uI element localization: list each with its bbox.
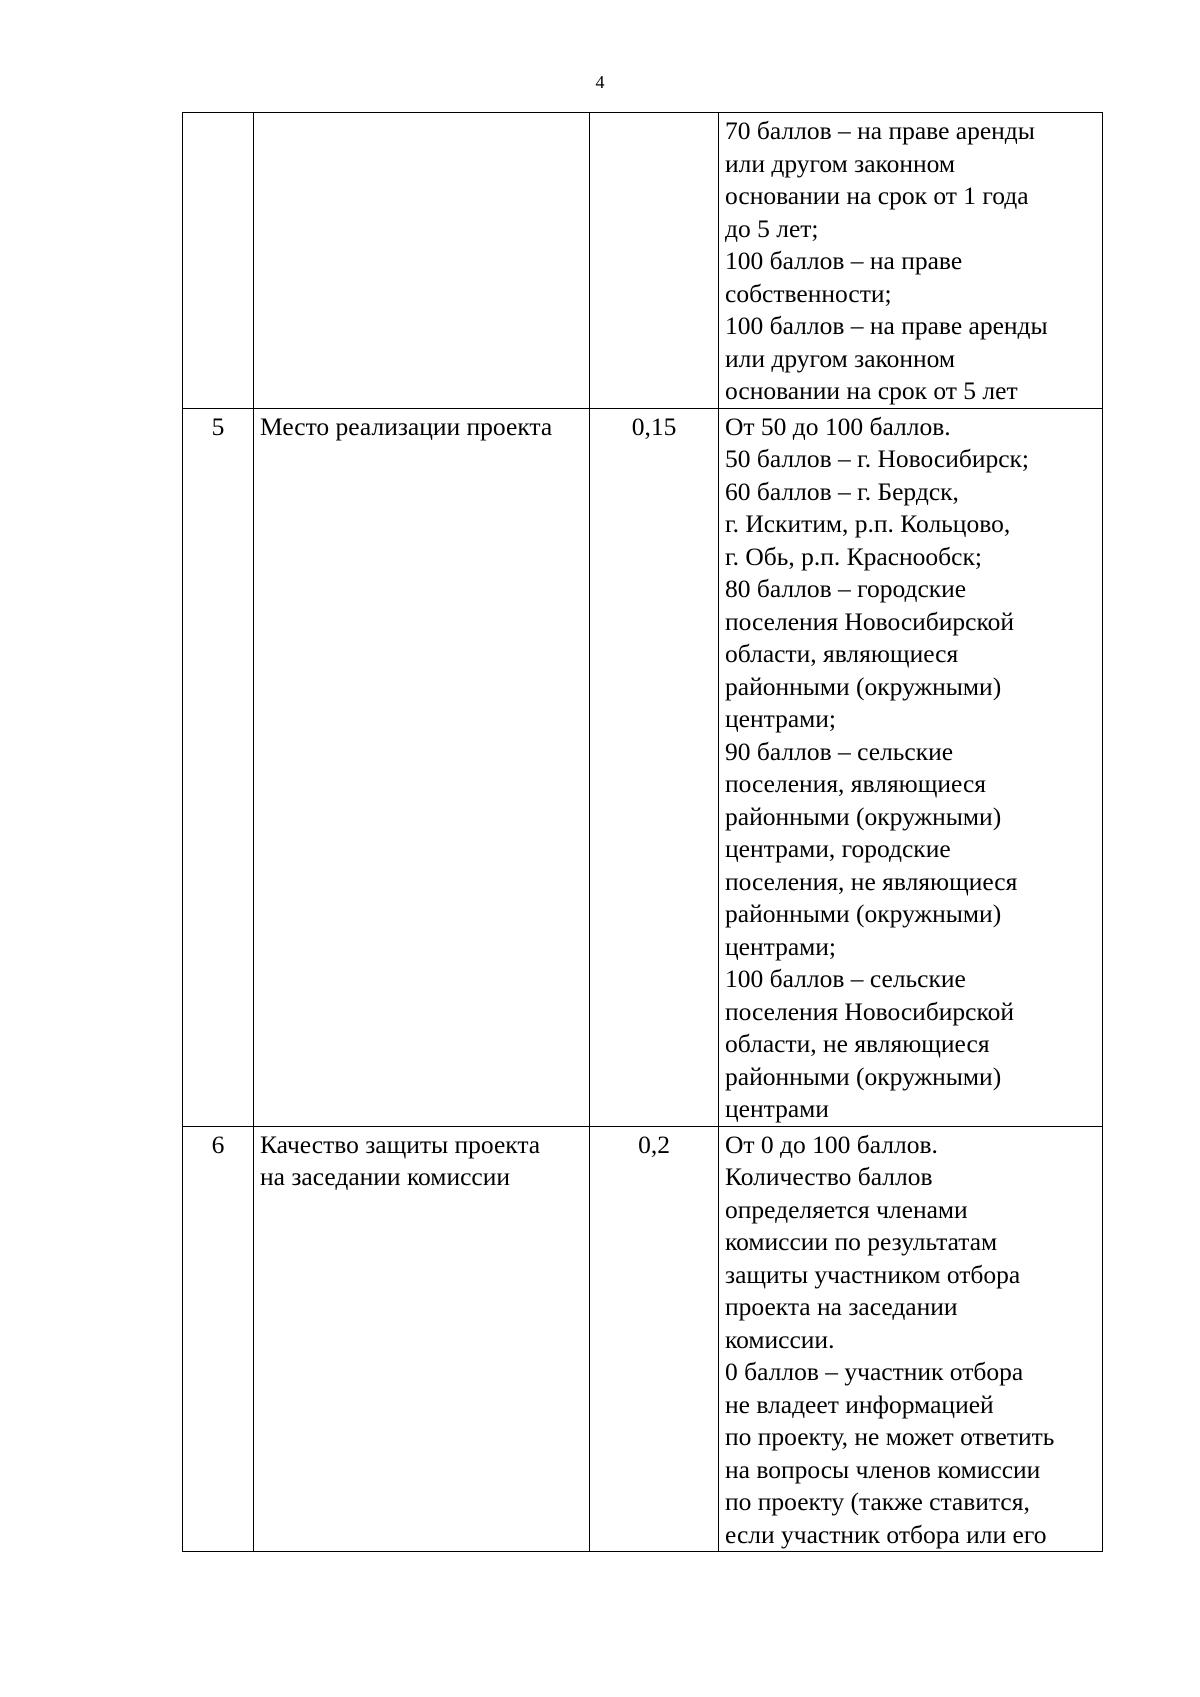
scoring-description-line: г. Искитим, р.п. Кольцово, xyxy=(725,509,1011,538)
scoring-description-cell xyxy=(719,408,1103,1126)
scoring-description-line: районными (окружными) xyxy=(725,801,1002,831)
scoring-description-line: поселения, не являющиеся xyxy=(725,866,1018,896)
criterion-name-cell xyxy=(254,1126,590,1552)
scoring-description-line: г. Обь, р.п. Краснообск; xyxy=(725,541,982,571)
criterion-name-line: на заседании комиссии xyxy=(260,1162,511,1191)
scoring-description-line: проекта на заседании xyxy=(725,1292,958,1321)
scoring-description-line: районными (окружными) xyxy=(725,1061,1002,1091)
scoring-description-line: центрами; xyxy=(725,704,837,733)
scoring-description-line: по проекту, не может ответить xyxy=(725,1422,1055,1451)
scoring-description-line: основании на срок от 5 лет xyxy=(725,376,1018,405)
scoring-description-line: центрами; xyxy=(725,931,837,961)
scoring-description-line: 0 баллов – участник отбора xyxy=(725,1357,1024,1386)
scoring-description-line: 70 баллов – на праве аренды xyxy=(725,116,1035,145)
weight-cell xyxy=(590,113,719,409)
scoring-description-line: комиссии по результатам xyxy=(725,1227,998,1256)
scoring-description-line: 100 баллов – на праве xyxy=(725,246,963,275)
scoring-description-line: 50 баллов – г. Новосибирск; xyxy=(725,444,1030,473)
criterion-name-cell xyxy=(254,408,590,1126)
scoring-description-line: на вопросы членов комиссии xyxy=(725,1454,1041,1484)
scoring-description-line: не владеет информацией xyxy=(725,1389,994,1419)
scoring-description-line: районными (окружными) xyxy=(725,899,1002,928)
scoring-description-line: 100 баллов – на праве аренды xyxy=(725,311,1048,340)
criteria-table-body xyxy=(183,113,1103,1552)
weight-cell: 0,2 xyxy=(590,1126,719,1552)
scoring-description-line: 60 баллов – г. Бердск, xyxy=(725,476,959,506)
criterion-name-line: Место реализации проекта xyxy=(260,411,553,441)
scoring-description-line: области, являющиеся xyxy=(725,639,959,668)
scoring-description-line: до 5 лет; xyxy=(725,213,819,243)
row-number-cell: 5 xyxy=(183,408,254,1126)
scoring-description-line: защиты участником отбора xyxy=(725,1259,1021,1289)
scoring-description-line: От 50 до 100 баллов. xyxy=(725,411,951,441)
scoring-description-line: 90 баллов – сельские xyxy=(725,736,954,766)
row-number-cell xyxy=(183,113,254,409)
table-row xyxy=(183,1126,1103,1552)
scoring-description-cell xyxy=(719,113,1103,409)
scoring-description-line: если участник отбора или его xyxy=(725,1519,1047,1549)
scoring-description-line: поселения Новосибирской xyxy=(725,996,1014,1026)
scoring-description-line: Количество баллов xyxy=(725,1162,933,1191)
criterion-name-line: Качество защиты проекта xyxy=(260,1129,541,1159)
scoring-description-line: поселения, являющиеся xyxy=(725,769,987,798)
scoring-description-line: поселения Новосибирской xyxy=(725,606,1014,636)
weight-cell: 0,15 xyxy=(590,408,719,1126)
scoring-description-line: по проекту (также ставится, xyxy=(725,1487,1030,1516)
scoring-description-line: определяется членами xyxy=(725,1194,968,1224)
page-number: 4 xyxy=(595,72,605,92)
table-row xyxy=(183,408,1103,1126)
scoring-description-line: собственности; xyxy=(725,278,892,308)
scoring-description-line: центрами xyxy=(725,1094,829,1123)
scoring-description-line: 80 баллов – городские xyxy=(725,574,967,603)
scoring-description-line: области, не являющиеся xyxy=(725,1029,990,1058)
row-number-cell: 6 xyxy=(183,1126,254,1552)
table-row xyxy=(183,113,1103,409)
scoring-description-line: 100 баллов – сельские xyxy=(725,964,966,993)
scoring-description-cell xyxy=(719,1126,1103,1552)
scoring-description-line: центрами, городские xyxy=(725,834,951,863)
scoring-description-line: комиссии. xyxy=(725,1324,835,1354)
scoring-description-line: или другом законном xyxy=(725,343,956,373)
scoring-description-line: основании на срок от 1 года xyxy=(725,181,1029,210)
scoring-description-line: районными (окружными) xyxy=(725,671,1002,701)
criteria-table xyxy=(182,112,1103,1552)
criterion-name-cell xyxy=(254,113,590,409)
scoring-description-line: или другом законном xyxy=(725,148,956,178)
scoring-description-line: От 0 до 100 баллов. xyxy=(725,1129,938,1159)
